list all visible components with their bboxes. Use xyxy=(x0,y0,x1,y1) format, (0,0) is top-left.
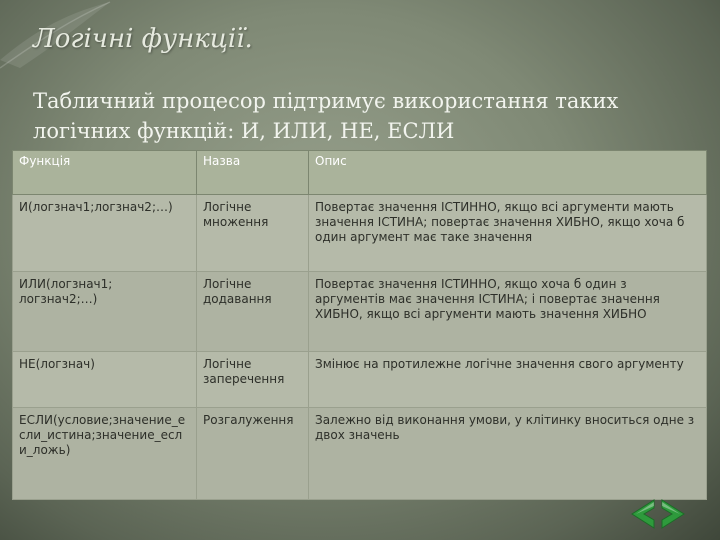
cell-name: Розгалуження xyxy=(197,408,309,500)
cell-function: И(логзнач1;логзнач2;…) xyxy=(13,195,197,272)
cell-description: Залежно від виконання умови, у клітинку вноситься одне з двох значень xyxy=(309,408,707,500)
cell-name: Логічне заперечення xyxy=(197,352,309,408)
table-row xyxy=(13,195,707,272)
header-description: Опис xyxy=(309,151,707,195)
header-function: Функція xyxy=(13,151,197,195)
arrow-left-icon xyxy=(618,496,658,532)
cell-function: ИЛИ(логзнач1; логзнач2;…) xyxy=(13,272,197,352)
cell-description: Повертає значення ІСТИННО, якщо хоча б один з аргументів має значення ІСТИНА; і повертає значення ХИБНО, якщо всі аргументи мають значення ХИБНО xyxy=(309,272,707,352)
cell-description: Змінює на протилежне логічне значення свого аргументу xyxy=(309,352,707,408)
next-slide-button[interactable] xyxy=(658,496,698,532)
cell-function: ЕСЛИ(условие;значение_если_истина;значение_если_ложь) xyxy=(13,408,197,500)
slide-title: Логічні функції. xyxy=(33,24,253,54)
table-row xyxy=(13,272,707,352)
table-header-row xyxy=(13,151,707,195)
header-name: Назва xyxy=(197,151,309,195)
slide-navigation xyxy=(618,496,698,532)
previous-slide-button[interactable] xyxy=(618,496,658,532)
cell-description: Повертає значення ІСТИННО, якщо всі аргументи мають значення ІСТИНА; повертає значення ХИБНО, якщо хоча б один аргумент має таке значення xyxy=(309,195,707,272)
arrow-right-icon xyxy=(658,496,698,532)
cell-name: Логічне додавання xyxy=(197,272,309,352)
cell-function: НЕ(логзнач) xyxy=(13,352,197,408)
cell-name: Логічне множення xyxy=(197,195,309,272)
logic-functions-table xyxy=(12,150,707,500)
table-row xyxy=(13,352,707,408)
slide-subtitle: Табличний процесор підтримує використання таких логічних функцій: И, ИЛИ, НЕ, ЕСЛИ xyxy=(33,89,619,143)
table-row xyxy=(13,408,707,500)
